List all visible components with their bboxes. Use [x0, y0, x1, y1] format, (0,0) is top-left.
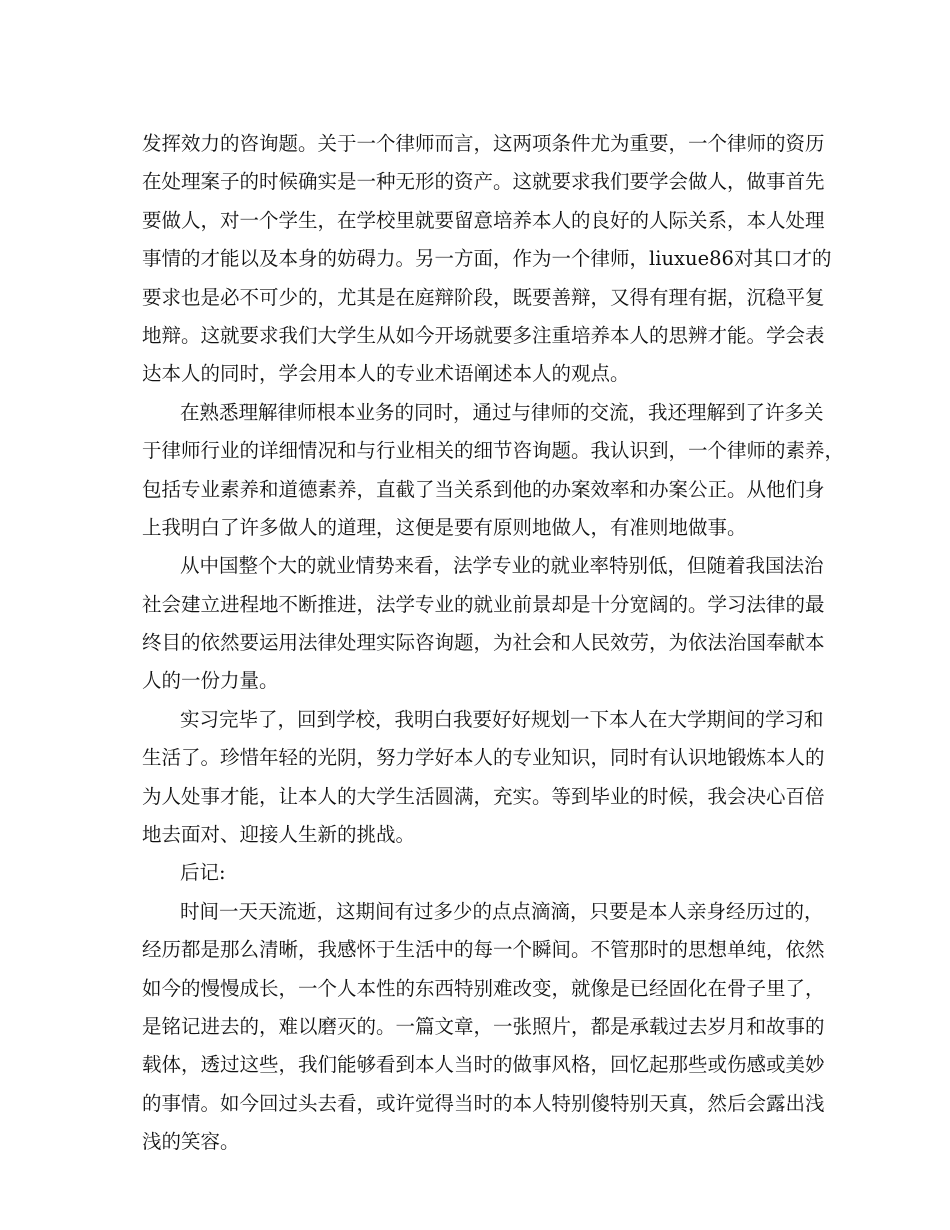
- text-line: 地辩。这就要求我们大学生从如今开场就要多注重培养本人的思辨才能。学会表: [142, 323, 825, 347]
- text-line: 是铭记进去的，难以磨灭的。一篇文章，一张照片，都是承载过去岁月和故事的: [142, 1014, 825, 1038]
- text-line: 社会建立进程地不断推进，法学专业的就业前景却是十分宽阔的。学习法律的最: [142, 592, 825, 616]
- text-line: 于律师行业的详细情况和与行业相关的细节咨询题。我认识到，一个律师的素养，: [142, 439, 845, 463]
- text-line: 地去面对、迎接人生新的挑战。: [142, 823, 416, 847]
- text-line: 在处理案子的时候确实是一种无形的资产。这就要求我们要学会做人，做事首先: [142, 170, 825, 194]
- text-line: 时间一天天流逝，这期间有过多少的点点滴滴，只要是本人亲身经历过的，: [180, 899, 824, 923]
- text-line: 包括专业素养和道德素养，直截了当关系到他的办案效率和办案公正。从他们身: [142, 477, 825, 501]
- text-line: 从中国整个大的就业情势来看，法学专业的就业率特别低，但随着我国法治: [180, 554, 824, 578]
- text-line: 经历都是那么清晰，我感怀于生活中的每一个瞬间。不管那时的思想单纯，依然: [142, 938, 825, 962]
- document-body: [142, 125, 845, 1162]
- text-line: 浅的笑容。: [142, 1130, 240, 1154]
- text-line: 实习完毕了，回到学校，我明白我要好好规划一下本人在大学期间的学习和: [180, 707, 824, 731]
- text-line: 终目的依然要运用法律处理实际咨询题，为社会和人民效劳，为依法治国奉献本: [142, 631, 825, 655]
- text-line: 要做人，对一个学生，在学校里就要留意培养本人的良好的人际关系，本人处理: [142, 208, 825, 232]
- text-line: 事情的才能以及本身的妨碍力。另一方面，作为一个律师，liuxue86对其口才的: [142, 247, 832, 271]
- text-line: 上我明白了许多做人的道理，这便是要有原则地做人，有准则地做事。: [142, 515, 747, 539]
- text-line: 达本人的同时，学会用本人的专业术语阐述本人的观点。: [142, 362, 630, 386]
- text-line: 在熟悉理解律师根本业务的同时，通过与律师的交流，我还理解到了许多关: [180, 400, 824, 424]
- text-line: 载体，透过这些，我们能够看到本人当时的做事风格，回忆起那些或伤感或美妙: [142, 1053, 825, 1077]
- text-line: 后记:: [180, 861, 226, 885]
- text-line: 人的一份力量。: [142, 669, 279, 693]
- text-line: 的事情。如今回过头去看，或许觉得当时的本人特别傻特别天真，然后会露出浅: [142, 1091, 825, 1115]
- text-line: 为人处事才能，让本人的大学生活圆满，充实。等到毕业的时候，我会决心百倍: [142, 784, 825, 808]
- text-line: 如今的慢慢成长，一个人本性的东西特别难改变，就像是已经固化在骨子里了，: [142, 976, 825, 1000]
- text-line: 生活了。珍惜年轻的光阴，努力学好本人的专业知识，同时有认识地锻炼本人的: [142, 746, 825, 770]
- text-line: 要求也是必不可少的，尤其是在庭辩阶段，既要善辩，又得有理有据，沉稳平复: [142, 285, 825, 309]
- text-line: 发挥效力的咨询题。关于一个律师而言，这两项条件尤为重要，一个律师的资历: [142, 132, 825, 155]
